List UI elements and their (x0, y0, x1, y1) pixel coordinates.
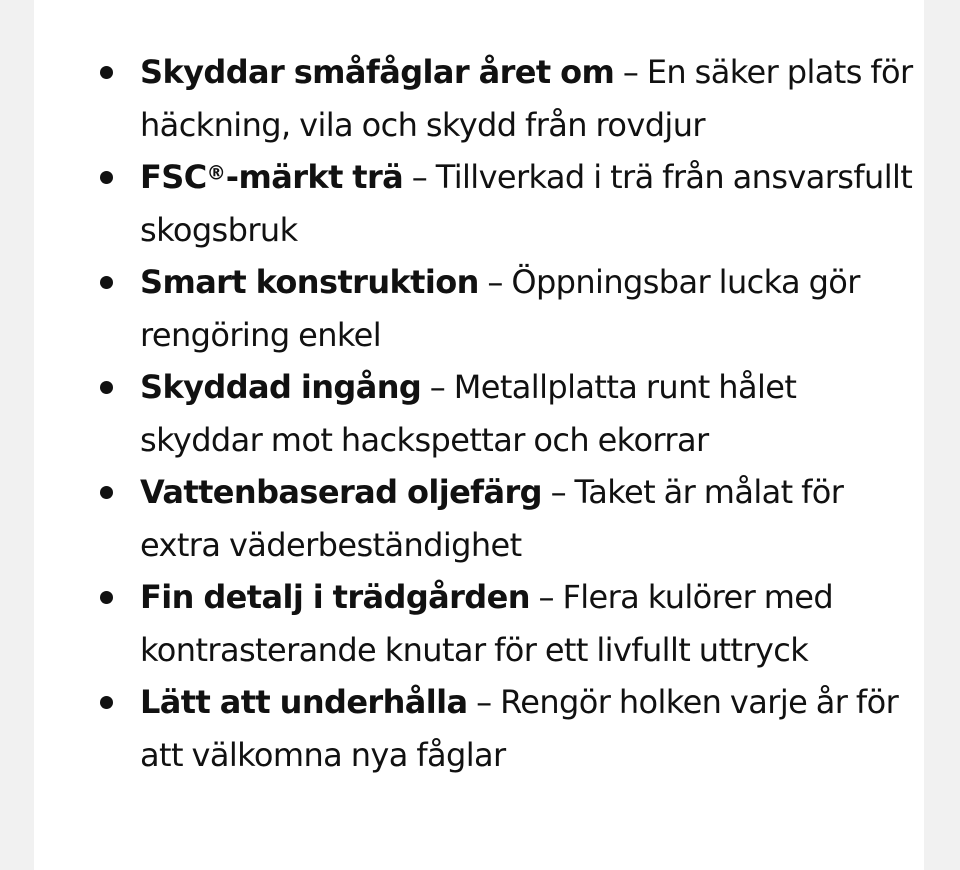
feature-description: Flera kulörer med kontrasterande knutar för ett livfullt uttryck (140, 578, 834, 669)
feature-item (34, 256, 924, 361)
feature-description: En säker plats för häckning, vila och skydd från rovdjur (140, 53, 913, 144)
feature-description: Rengör holken varje år för att välkomna nya fåglar (140, 683, 899, 774)
feature-title (140, 158, 403, 196)
feature-list (34, 46, 924, 781)
feature-item (34, 361, 924, 466)
bullet-icon (100, 591, 113, 604)
bullet-icon (100, 486, 113, 499)
feature-separator: – (478, 263, 512, 301)
feature-separator: – (467, 683, 501, 721)
feature-description: Öppningsbar lucka gör rengöring enkel (140, 263, 860, 354)
feature-title: Fin detalj i trädgården (140, 578, 530, 616)
feature-item (34, 466, 924, 571)
feature-separator: – (529, 578, 563, 616)
bullet-icon (100, 66, 113, 79)
feature-description: Taket är målat för extra väderbeständighet (140, 473, 844, 564)
content-panel (34, 0, 924, 870)
feature-item (34, 676, 924, 781)
feature-title: Smart konstruktion (140, 263, 479, 301)
feature-title-prefix: FSC (140, 158, 207, 196)
bullet-icon (100, 381, 113, 394)
registered-mark: ® (206, 161, 226, 185)
feature-item (34, 571, 924, 676)
bullet-icon (100, 276, 113, 289)
feature-title-suffix: -märkt trä (225, 158, 404, 196)
feature-description: Metallplatta runt hålet skyddar mot hackspettar och ekorrar (140, 368, 797, 459)
feature-title: Vattenbaserad oljefärg (140, 473, 542, 511)
feature-item (34, 151, 924, 256)
feature-item (34, 46, 924, 151)
feature-separator: – (542, 473, 575, 511)
feature-title: Skyddad ingång (140, 368, 422, 406)
bullet-icon (100, 171, 113, 184)
feature-separator: – (614, 53, 647, 91)
feature-description: Tillverkad i trä från ansvarsfullt skogsbruk (140, 158, 913, 249)
feature-title: Lätt att underhålla (140, 683, 468, 721)
feature-title: Skyddar småfåglar året om (140, 53, 615, 91)
feature-separator: – (421, 368, 454, 406)
bullet-icon (100, 696, 113, 709)
feature-separator: – (403, 158, 436, 196)
